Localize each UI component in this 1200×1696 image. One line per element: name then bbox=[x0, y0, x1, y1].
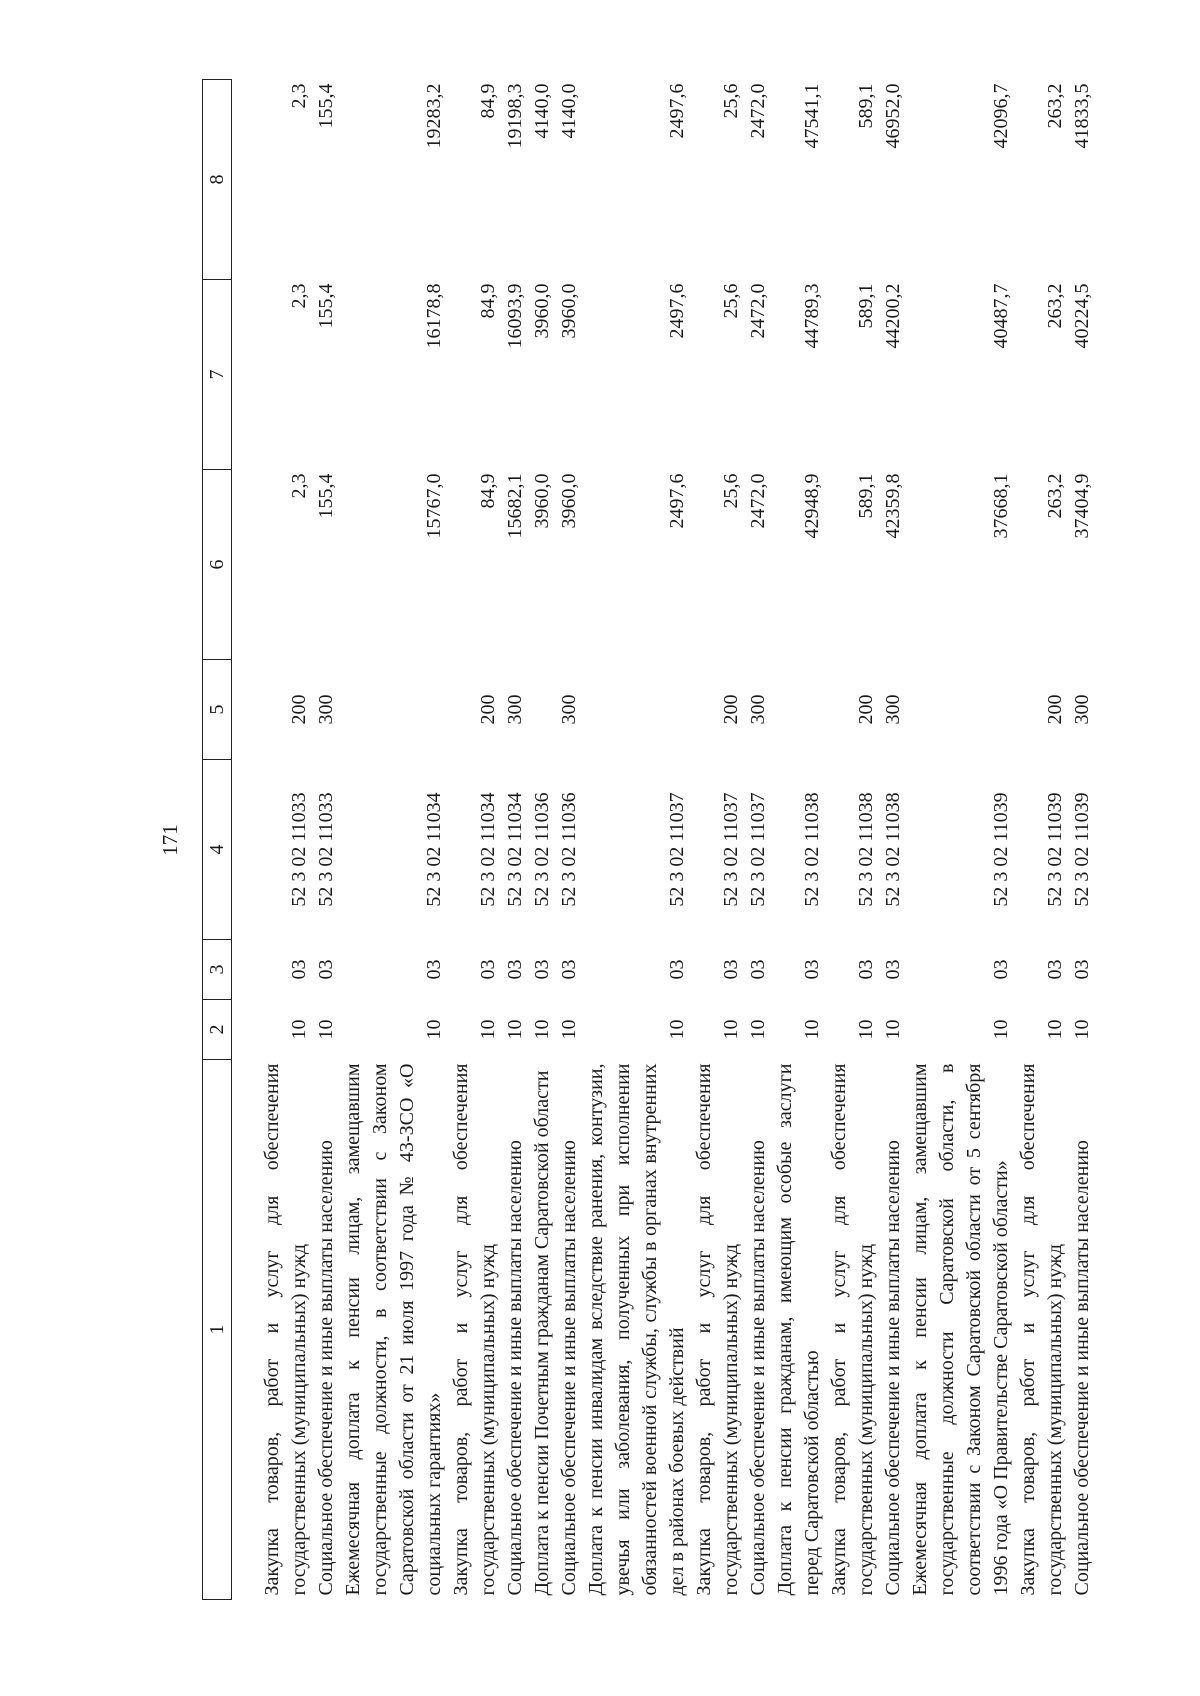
description-cell: Закупка товаров, работ и услуг для обеспечения государственных (муниципальных) нужд bbox=[450, 1063, 499, 1596]
amount-col8-cell: 19198,3 bbox=[504, 83, 526, 149]
section-code-cell: 10 bbox=[882, 1019, 904, 1040]
subsection-code-cell: 03 bbox=[315, 959, 337, 980]
amount-col7-cell: 589,1 bbox=[855, 283, 877, 329]
amount-col6-cell: 155,4 bbox=[315, 473, 337, 519]
amount-col8-cell: 2472,0 bbox=[747, 83, 769, 139]
amount-col7-cell: 44789,3 bbox=[801, 283, 823, 349]
amount-col6-cell: 37668,1 bbox=[990, 473, 1012, 539]
description-cell: Социальное обеспечение и иные выплаты населению bbox=[882, 1140, 904, 1596]
target-article-cell: 52 3 02 11034 bbox=[423, 792, 445, 907]
description-cell: Ежемесячная доплата к пенсии лицам, замещавшим государственные должности, в соответствии с Законом Саратовской области от 21 июля 1997 года № 43-ЗСО «О социальных гарантиях» bbox=[342, 1063, 445, 1596]
amount-col6-cell: 3960,0 bbox=[558, 473, 580, 529]
target-article-cell: 52 3 02 11034 bbox=[477, 792, 499, 907]
amount-col8-cell: 155,4 bbox=[315, 83, 337, 129]
subsection-code-cell: 03 bbox=[531, 959, 553, 980]
expense-type-cell: 200 bbox=[1044, 694, 1066, 725]
section-code-cell: 10 bbox=[477, 1019, 499, 1040]
subsection-code-cell: 03 bbox=[288, 959, 310, 980]
column-header: 6 bbox=[203, 470, 232, 660]
amount-col6-cell: 589,1 bbox=[855, 473, 877, 519]
subsection-code-cell: 03 bbox=[855, 959, 877, 980]
target-article-cell: 52 3 02 11039 bbox=[1044, 792, 1066, 907]
subsection-code-cell: 03 bbox=[666, 959, 688, 980]
table-row bbox=[340, 80, 448, 1600]
target-article-cell: 52 3 02 11038 bbox=[882, 792, 904, 907]
header-row bbox=[203, 80, 232, 1600]
amount-col7-cell: 44200,2 bbox=[882, 283, 904, 349]
column-header: 8 bbox=[203, 80, 232, 280]
description-cell: Закупка товаров, работ и услуг для обеспечения государственных (муниципальных) нужд bbox=[828, 1063, 877, 1596]
subsection-code-cell: 03 bbox=[801, 959, 823, 980]
column-header: 2 bbox=[203, 1000, 232, 1060]
amount-col7-cell: 3960,0 bbox=[531, 283, 553, 339]
expense-type-cell: 200 bbox=[288, 694, 310, 725]
expense-type-cell bbox=[907, 660, 1015, 760]
amount-col6-cell: 2497,6 bbox=[666, 473, 688, 529]
section-code-cell: 10 bbox=[531, 1019, 553, 1040]
description-cell: Социальное обеспечение и иные выплаты населению bbox=[504, 1140, 526, 1596]
section-code-cell: 10 bbox=[720, 1019, 742, 1040]
table-header bbox=[203, 80, 232, 1600]
table-row bbox=[1069, 80, 1096, 1600]
amount-col8-cell: 4140,0 bbox=[558, 83, 580, 139]
expense-type-cell: 300 bbox=[315, 694, 337, 725]
subsection-code-cell: 03 bbox=[1071, 959, 1093, 980]
description-cell: Доплата к пенсии инвалидам вследствие ранения, контузии, увечья или заболевания, полученных при исполнении обязанностей военной службы, службы в органах внутренних дел в районах боевых действий bbox=[585, 1063, 688, 1596]
description-cell: Закупка товаров, работ и услуг для обеспечения государственных (муниципальных) нужд bbox=[1017, 1063, 1066, 1596]
budget-table bbox=[202, 79, 1096, 1600]
amount-col7-cell: 2,3 bbox=[288, 283, 310, 309]
target-article-cell: 52 3 02 11039 bbox=[990, 792, 1012, 907]
amount-col6-cell: 2,3 bbox=[288, 473, 310, 499]
amount-col7-cell: 16093,9 bbox=[504, 283, 526, 349]
subsection-code-cell: 03 bbox=[990, 959, 1012, 980]
expense-type-cell bbox=[340, 660, 448, 760]
amount-col8-cell: 41833,5 bbox=[1071, 83, 1093, 149]
description-cell: Закупка товаров, работ и услуг для обеспечения государственных (муниципальных) нужд bbox=[693, 1063, 742, 1596]
expense-type-cell: 200 bbox=[477, 694, 499, 725]
table-row bbox=[313, 80, 340, 1600]
column-header: 7 bbox=[203, 280, 232, 470]
amount-col7-cell: 263,2 bbox=[1044, 283, 1066, 329]
expense-type-cell bbox=[772, 660, 826, 760]
target-article-cell: 52 3 02 11036 bbox=[558, 792, 580, 907]
target-article-cell: 52 3 02 11033 bbox=[315, 792, 337, 907]
spacer-row bbox=[232, 80, 260, 1600]
section-code-cell: 10 bbox=[1044, 1019, 1066, 1040]
section-code-cell: 10 bbox=[855, 1019, 877, 1040]
table-row bbox=[880, 80, 907, 1600]
description-cell: Социальное обеспечение и иные выплаты населению bbox=[1071, 1140, 1093, 1596]
expense-type-cell: 300 bbox=[747, 694, 769, 725]
amount-col7-cell: 2497,6 bbox=[666, 283, 688, 339]
subsection-code-cell: 03 bbox=[1044, 959, 1066, 980]
rotated-page bbox=[150, 80, 1150, 1600]
target-article-cell: 52 3 02 11037 bbox=[666, 792, 688, 907]
section-code-cell: 10 bbox=[288, 1019, 310, 1040]
section-code-cell: 10 bbox=[747, 1019, 769, 1040]
section-code-cell: 10 bbox=[666, 1019, 688, 1040]
table-row bbox=[556, 80, 583, 1600]
amount-col6-cell: 84,9 bbox=[477, 473, 499, 509]
description-cell: Ежемесячная доплата к пенсии лицам, замещавшим государственные должности Саратовской области, в соответствии с Законом Саратовской области от 5 сентября 1996 года «О Правительстве Саратовской области» bbox=[909, 1063, 1012, 1596]
amount-col7-cell: 2472,0 bbox=[747, 283, 769, 339]
table-row bbox=[529, 80, 556, 1600]
section-code-cell: 10 bbox=[1071, 1019, 1093, 1040]
target-article-cell: 52 3 02 11039 bbox=[1071, 792, 1093, 907]
section-code-cell: 10 bbox=[558, 1019, 580, 1040]
amount-col6-cell: 15682,1 bbox=[504, 473, 526, 539]
description-cell: Социальное обеспечение и иные выплаты населению bbox=[315, 1140, 337, 1596]
amount-col7-cell: 155,4 bbox=[315, 283, 337, 329]
amount-col8-cell: 46952,0 bbox=[882, 83, 904, 149]
amount-col6-cell: 42359,8 bbox=[882, 473, 904, 539]
target-article-cell: 52 3 02 11037 bbox=[747, 792, 769, 907]
table-body bbox=[232, 80, 1097, 1600]
description-cell: Доплата к пенсии Почетным гражданам Саратовской области bbox=[531, 1070, 553, 1596]
section-code-cell: 10 bbox=[990, 1019, 1012, 1040]
table-row bbox=[583, 80, 691, 1600]
amount-col6-cell: 25,6 bbox=[720, 473, 742, 509]
table-row bbox=[448, 80, 502, 1600]
description-cell: Социальное обеспечение и иные выплаты населению bbox=[558, 1140, 580, 1596]
amount-col7-cell: 25,6 bbox=[720, 283, 742, 319]
table-row bbox=[907, 80, 1015, 1600]
section-code-cell: 10 bbox=[423, 1019, 445, 1040]
table-row bbox=[772, 80, 826, 1600]
column-header: 4 bbox=[203, 760, 232, 940]
expense-type-cell bbox=[583, 660, 691, 760]
amount-col8-cell: 2,3 bbox=[288, 83, 310, 109]
table-row bbox=[745, 80, 772, 1600]
subsection-code-cell: 03 bbox=[477, 959, 499, 980]
description-cell: Закупка товаров, работ и услуг для обеспечения государственных (муниципальных) нужд bbox=[261, 1063, 310, 1596]
target-article-cell: 52 3 02 11038 bbox=[855, 792, 877, 907]
section-code-cell: 10 bbox=[504, 1019, 526, 1040]
subsection-code-cell: 03 bbox=[423, 959, 445, 980]
column-header: 3 bbox=[203, 940, 232, 1000]
expense-type-cell: 200 bbox=[720, 694, 742, 725]
amount-col8-cell: 84,9 bbox=[477, 83, 499, 119]
amount-col6-cell: 2472,0 bbox=[747, 473, 769, 529]
section-code-cell: 10 bbox=[801, 1019, 823, 1040]
amount-col7-cell: 40487,7 bbox=[990, 283, 1012, 349]
expense-type-cell: 300 bbox=[882, 694, 904, 725]
table-row bbox=[691, 80, 745, 1600]
target-article-cell: 52 3 02 11038 bbox=[801, 792, 823, 907]
amount-col8-cell: 2497,6 bbox=[666, 83, 688, 139]
amount-col8-cell: 42096,7 bbox=[990, 83, 1012, 149]
expense-type-cell: 300 bbox=[504, 694, 526, 725]
amount-col6-cell: 263,2 bbox=[1044, 473, 1066, 519]
amount-col8-cell: 19283,2 bbox=[423, 83, 445, 149]
amount-col8-cell: 47541,1 bbox=[801, 83, 823, 149]
amount-col7-cell: 84,9 bbox=[477, 283, 499, 319]
description-cell: Доплата к пенсии гражданам, имеющим особые заслуги перед Саратовской областью bbox=[774, 1063, 823, 1596]
subsection-code-cell: 03 bbox=[747, 959, 769, 980]
amount-col8-cell: 25,6 bbox=[720, 83, 742, 119]
subsection-code-cell: 03 bbox=[720, 959, 742, 980]
table-row bbox=[502, 80, 529, 1600]
table-row bbox=[826, 80, 880, 1600]
amount-col6-cell: 3960,0 bbox=[531, 473, 553, 529]
expense-type-cell: 300 bbox=[558, 694, 580, 725]
expense-type-cell: 300 bbox=[1071, 694, 1093, 725]
amount-col8-cell: 263,2 bbox=[1044, 83, 1066, 129]
target-article-cell: 52 3 02 11034 bbox=[504, 792, 526, 907]
target-article-cell: 52 3 02 11037 bbox=[720, 792, 742, 907]
target-article-cell: 52 3 02 11033 bbox=[288, 792, 310, 907]
table-row bbox=[259, 80, 313, 1600]
amount-col6-cell: 42948,9 bbox=[801, 473, 823, 539]
amount-col7-cell: 3960,0 bbox=[558, 283, 580, 339]
page-number: 171 bbox=[158, 824, 182, 856]
amount-col7-cell: 16178,8 bbox=[423, 283, 445, 349]
amount-col8-cell: 4140,0 bbox=[531, 83, 553, 139]
section-code-cell: 10 bbox=[315, 1019, 337, 1040]
subsection-code-cell: 03 bbox=[504, 959, 526, 980]
expense-type-cell bbox=[529, 660, 556, 760]
expense-type-cell: 200 bbox=[855, 694, 877, 725]
column-header: 1 bbox=[203, 1060, 232, 1600]
subsection-code-cell: 03 bbox=[882, 959, 904, 980]
amount-col6-cell: 37404,9 bbox=[1071, 473, 1093, 539]
amount-col7-cell: 40224,5 bbox=[1071, 283, 1093, 349]
subsection-code-cell: 03 bbox=[558, 959, 580, 980]
amount-col8-cell: 589,1 bbox=[855, 83, 877, 129]
target-article-cell: 52 3 02 11036 bbox=[531, 792, 553, 907]
table-row bbox=[1015, 80, 1069, 1600]
column-header: 5 bbox=[203, 660, 232, 760]
amount-col6-cell: 15767,0 bbox=[423, 473, 445, 539]
description-cell: Социальное обеспечение и иные выплаты населению bbox=[747, 1140, 769, 1596]
